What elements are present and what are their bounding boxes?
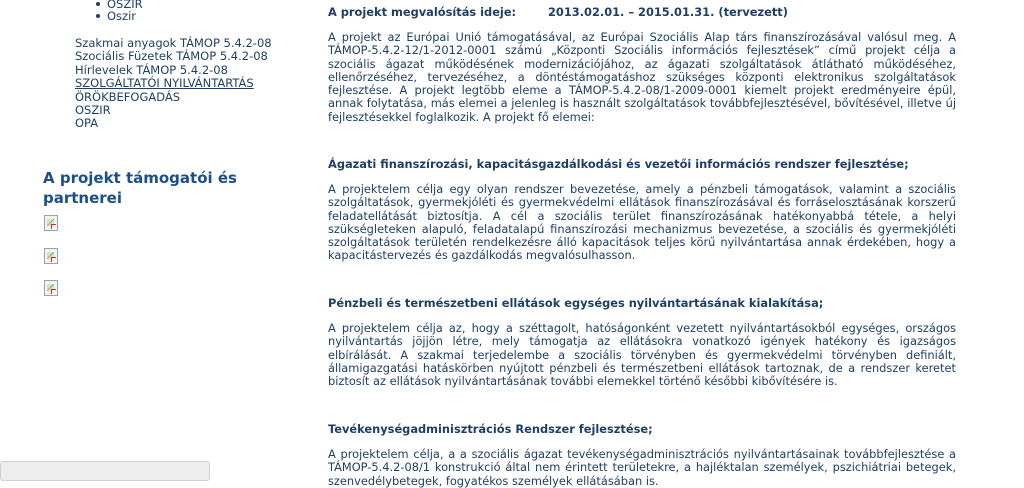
section-title-financing: Ágazati finanszírozási, kapacitásgazdálkodási és vezetői információs rendszer fejlesztése; bbox=[328, 157, 909, 171]
broken-image-icon[interactable] bbox=[44, 215, 58, 231]
project-time-label: A projekt megvalósítás ideje: bbox=[328, 5, 517, 19]
horizontal-scrollbar[interactable] bbox=[0, 461, 210, 481]
project-time-value: 2013.02.01. – 2015.01.31. (tervezett) bbox=[548, 5, 788, 19]
project-time bbox=[328, 6, 788, 19]
intro-paragraph: A projekt az Európai Unió támogatásával, az Európai Szociális Alap társ finanszírozásával valósul meg. A TÁMOP-5.4.2-12/1-2012-0001 számú „Központi Szociális információs fejlesztések” című projekt célja a szociális ágazat működésének modernizációjához, az ágazati szolgáltatások átlátható működéséhez, ellenőrzéséhez, tervezéséhez, a döntéstámogatáshoz szükséges központi elektronikus szolgáltatások fejlesztése. A projekt legtöbb eleme a TÁMOP-5.4.2-08/1-2009-0001 kiemelt projekt eredményeire épül, annak folytatása, más elemei a jelenleg is használt szolgáltatások továbbfejlesztésével, bővítésével, illetve új fejlesztésekkel foglalkozik. A projekt fő elemei: bbox=[328, 30, 956, 124]
sidebar-sub-item-oszir-2[interactable]: Oszir bbox=[94, 10, 143, 22]
sidebar-item-szolgaltatoi-nyilvantartas[interactable]: SZOLGÁLTATÓI NYILVÁNTARTÁS bbox=[75, 76, 254, 91]
broken-image-icon[interactable] bbox=[44, 248, 58, 264]
partners-title: A projekt támogatói és partnerei bbox=[43, 169, 237, 207]
section-text-financing: A projektelem célja egy olyan rendszer bevezetése, amely a pénzbeli támogatások, valamint a szociális szolgáltatások, gyermekjóléti és gyermekvédelmi ellátások finanszírozásával és forráselosztásának korszerű feladatellátását biztosítja. A cél a szociális terület finanszírozásának hatékonyabbá tétele, a helyi szükségleteken alapuló, feladatalapú finanszírozási mechanizmus bevezetése, a szociális és gyermekjóléti szolgáltatások területén rendelkezésre álló kapacitások teljes körű nyilvántartása annak érdekében, hogy a kapacitástervezés és gazdálkodás megvalósulhasson. bbox=[328, 182, 956, 263]
sidebar-sub-item-oszir[interactable]: OSZIR bbox=[94, 0, 143, 10]
sidebar-item-szakmai-anyagok[interactable]: Szakmai anyagok TÁMOP 5.4.2-08 bbox=[75, 36, 272, 50]
sidebar-item-hirlevelek[interactable]: Hírlevelek TÁMOP 5.4.2-08 bbox=[75, 62, 228, 77]
sidebar-nav-list bbox=[75, 37, 272, 131]
main-content bbox=[328, 0, 968, 488]
sidebar-item-szocialis-fuzetek[interactable]: Szociális Füzetek TÁMOP 5.4.2-08 bbox=[75, 49, 268, 64]
broken-image-icon[interactable] bbox=[44, 280, 58, 296]
section-text-benefits-registry: A projektelem célja az, hogy a széttagolt, hatóságonként vezetett nyilvántartásokból egységes, országos nyilvántartás jöjjön létre, mely támogatja az ellátásokra vonatkozó igények hatékony és igazságos elbírálását. A szakmai terjedelembe a szociális törvényben és gyermekvédelmi törvényben definiált, államigazgatási hatáskörben nyújtott pénzbeli és természetbeni ellátások tartoznak, de a rendszer keretet biztosít az ellátások nyilvántartásának további elemekkel történő későbbi kibővítésére is. bbox=[328, 321, 956, 389]
section-text-activity-admin: A projektelem célja, a a szociális ágazat tevékenységadminisztrációs nyilvántartásainak továbbfejlesztése a TÁMOP-5.4.2-08/1 konstrukció által nem érintett területekre, a hajléktalan személyek, pszichiátriai betegek, szenvedélybetegek, fogyatékos személyek ellátásában is. bbox=[328, 447, 956, 488]
sidebar-item-opa[interactable]: OPA bbox=[75, 116, 99, 131]
sidebar-item-oszir[interactable]: OSZIR bbox=[75, 103, 111, 118]
section-title-activity-admin: Tevékenységadminisztrációs Rendszer fejlesztése; bbox=[328, 422, 653, 436]
sidebar bbox=[0, 0, 300, 477]
sidebar-sub-list bbox=[94, 0, 143, 22]
section-title-benefits-registry: Pénzbeli és természetbeni ellátások egységes nyilvántartásának kialakítása; bbox=[328, 296, 824, 310]
sidebar-item-orokbefogadas[interactable]: ÖRÖKBEFOGADÁS bbox=[75, 89, 181, 104]
